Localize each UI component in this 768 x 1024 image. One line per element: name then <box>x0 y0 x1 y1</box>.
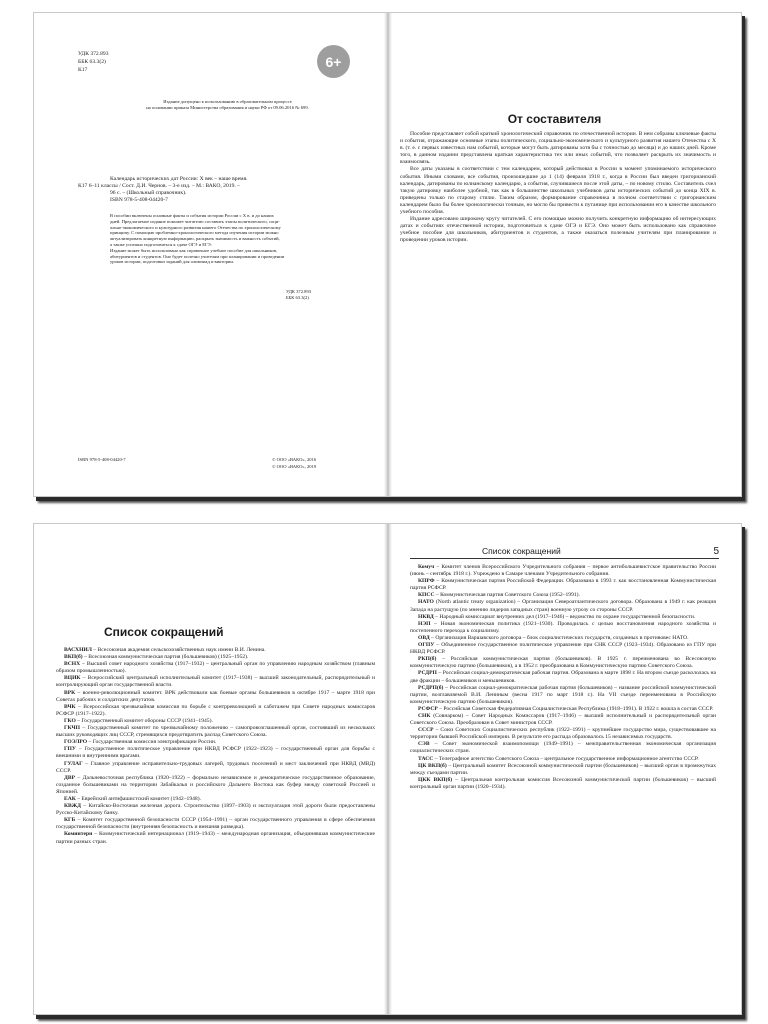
abbreviation-entry <box>410 777 716 791</box>
abbreviation-term: НАТО <box>418 599 434 606</box>
abbreviation-entry <box>56 775 375 796</box>
udk-code: УДК 372.893 <box>78 51 109 57</box>
abbreviation-term: ЕАК <box>64 795 76 802</box>
abbreviation-term: ГКО <box>64 717 76 724</box>
abbreviation-entry <box>410 756 716 763</box>
abbreviation-definition: – Коммунистический интернационал (1919–1943) – международная организация, объединявшая коммунистические партии разных стран. <box>56 831 375 845</box>
author-code: К17 <box>78 67 88 73</box>
abbreviation-definition: – Комитет государственной безопасности СССР (1954–1991) – орган государственного управления в сфере обеспечения государственной безопасности (внутренняя безопасность и внешняя разведка). <box>56 817 375 831</box>
preface-page <box>388 13 741 496</box>
running-header <box>410 546 719 559</box>
annotation-line: а также успешно подготовиться к сдаче ОГЭ и ЕГЭ. <box>110 241 212 247</box>
udk-code-repeat: УДК 372.893 <box>286 289 312 294</box>
abbreviation-entry <box>410 741 716 755</box>
abbreviation-term: ГКЧП <box>64 725 80 732</box>
preface-paragraph: Издание адресовано широкому кругу читателей. С его помощью можно получить конкретную информацию об интересующих датах и событиях отечественной истории, подготовиться к сдаче ОГЭ и ЕГЭ. Оно может быть использовано как справочное учебное пособие для школьников, абитуриентов и студентов, а также оказаться полезным учителям при планировании и проведении уроков истории. <box>400 216 716 244</box>
abbreviation-term: РСФСР <box>418 705 438 712</box>
abbreviation-definition: – Коммунистическая партия Советского Союза (1952–1991). <box>434 592 580 599</box>
abbreviation-definition: – Высший совет народного хозяйства (1917–1932) – центральный орган по управлению народным хозяйством (главным образом промышленностью). <box>56 661 375 675</box>
abbreviation-term: ОВД <box>418 634 430 641</box>
book-spread-abbreviations <box>33 523 742 1015</box>
abbreviation-entry <box>410 614 716 621</box>
abbreviation-definition: – Новая экономическая политика (1921–1930). Проводилась с целью восстановления народного хозяйства и постепенного перехода к социализму. <box>410 620 716 634</box>
abbreviation-entry <box>410 635 716 642</box>
abbreviation-entry <box>56 704 375 718</box>
running-title: Список сокращений <box>482 546 561 556</box>
abbreviation-term: Комуч <box>418 564 435 570</box>
abbreviation-term: ГПУ <box>64 746 77 753</box>
abbreviation-definition: – Объединенное государственное политическое управление при СНК СССР (1923–1934). Образовано из ГПУ при НКВД РСФСР. <box>410 642 716 656</box>
abbreviation-definition: – Центральная контрольная комиссия Всесоюзной коммунистической партии (большевиков) – высший контрольный орган партии (1920–1934). <box>410 776 717 790</box>
abbreviation-entry <box>56 761 375 775</box>
abbreviation-entry <box>410 599 716 613</box>
abbreviation-term: НЭП <box>418 620 431 627</box>
preface-paragraph: Пособие представляет собой краткий хронологический справочник по отечественной истории. В нем собраны ключевые факты и события, отражающие основные этапы политического, социально-экономического и культурного развития нашего Отечества с X в. (т. е. с первых известных нам событий, которые могут быть датированы хотя бы с точностью до месяца) и до наших дней. Кроме того, в данном издании представлена краткая характеристика тех или иных событий, что позволяет раскрыть их значимость и взаимосвязь. <box>400 131 716 166</box>
abbreviation-entry <box>56 718 375 725</box>
abbreviations-page-left <box>34 524 387 1014</box>
abbreviation-entry <box>410 656 716 670</box>
abbreviation-term: СЭВ <box>418 741 430 748</box>
abbreviation-definition: – Государственный комитет по чрезвычайному положению – самопровозглашенный орган, состоявший из нескольких высших руководящих лиц СССР, стремящихся предотвратить распад Советского Союза. <box>56 725 375 739</box>
abbreviation-definition: – Всероссийская чрезвычайная комиссия по борьбе с контрреволюцией и саботажем при Совете народных комиссаров РСФСР (1917–1922). <box>56 703 375 717</box>
abbreviations-list <box>410 564 716 791</box>
abbreviation-definition: – Союз Советских Социалистических республик (1922–1991) – крупнейшее государство мира, существовавшее на территории бывшей Российской империи. В результате его распада образовалось 15 независимых государств. <box>410 727 716 741</box>
abbreviation-term: КГБ <box>64 817 76 824</box>
annotation-line: актуализировать конкретную информацию, раскрыть значимость и важность событий, <box>110 236 280 242</box>
abbreviation-definition: – Народный комиссариат внутренних дел (1917–1946) – ведомство по охране государственной безопасности. <box>433 613 696 620</box>
approval-line: на основании приказа Министерства образования и науки РФ от 09.06.2016 № 699. <box>146 104 309 110</box>
abbreviation-entry <box>56 831 375 845</box>
page-number: 5 <box>713 546 719 557</box>
abbreviation-term: Коминтерн <box>64 831 93 838</box>
abbreviation-term: КПСС <box>418 592 435 599</box>
abbreviation-definition: – Еврейский антифашистский комитет (1942–1948). <box>75 795 201 802</box>
abbreviation-term: РКП(б) <box>418 656 437 663</box>
abbreviation-definition: – Российская социал-демократическая рабочая партия (большевиков) – название российской коммунистической партии, возглавляемой В.И. Лениным (весна 1917 по март 1918 г.). На VII съезде переименована в Российскую коммунистическую партию (большевиков). <box>410 684 716 705</box>
abbreviation-term: ВЦИК <box>64 675 81 682</box>
abbreviation-term: ОГПУ <box>418 642 435 649</box>
annotation <box>110 213 372 265</box>
approval-note <box>78 99 377 111</box>
abbreviation-definition: – Государственное политическое управление при НКВД РСФСР (1922–1923) – государственный орган для борьбы с внешними и внутренними врагами. <box>56 746 375 760</box>
abbreviation-term: ТАСС <box>418 755 434 762</box>
copyright-line: © ООО «ВАКО», 2019 <box>272 464 317 469</box>
abbreviation-definition: – Центральный комитет Всесоюзной коммунистической партии (большевиков) – высший орган в промежутках между съездами партии. <box>410 762 716 776</box>
abbreviation-entry <box>410 578 716 592</box>
abbreviation-term: ВКП(б) <box>64 654 83 661</box>
book-spread-title-pages <box>33 12 742 497</box>
abbreviation-term: СССР <box>418 727 434 734</box>
abbreviation-entry <box>56 746 375 760</box>
abbreviation-definition: – Главное управление исправительно-трудовых лагерей, трудовых поселений и мест заключений при НКВД (МВД) СССР. <box>56 760 375 774</box>
abbreviation-definition: – Всесоюзная академия сельскохозяйственных наук имени В.И. Ленина. <box>91 647 266 653</box>
abbreviation-entry <box>56 796 375 803</box>
abbreviation-term: ВЧК <box>64 703 76 710</box>
abbreviation-entry <box>56 725 375 739</box>
abbreviation-definition: (Совнарком) – Совет Народных Комиссаров (1917–1946) – высший исполнительный и распорядительный орган Советского Союза. Преобразован в Совет министров СССР. <box>410 712 716 727</box>
abbreviation-definition: – Дальневосточная республика (1920–1922) – формально независимое и демократическое государственное образование, созданное большевиками на территории Забайкалья и российского Дальнего Востока как буфер между советской Россией и Японией. <box>56 774 375 795</box>
abbreviation-definition: – Российская социал-демократическая рабочая партия. Образована в марте 1898 г. На втором съезде раскололась на две фракции – большевиков и меньшевиков. <box>410 670 716 684</box>
abbreviation-entry <box>56 675 375 689</box>
approval-line: Издание допущено к использованию в образовательном процессе <box>163 99 292 104</box>
abbreviation-term: РСДРП <box>418 670 437 677</box>
abbreviation-entry <box>56 803 375 817</box>
abbreviation-entry <box>410 621 716 635</box>
annotation-line: Издание может быть использовано как справочное учебное пособие для школьников, <box>110 247 278 253</box>
abbreviation-entry <box>410 685 716 706</box>
catalog-line: 96 с. – (Школьный справочник). <box>110 190 187 197</box>
preface-body <box>400 131 716 245</box>
abbreviation-term: КВЖД <box>64 803 82 810</box>
catalog-line: Календарь исторических дат России: X век – наше время. <box>110 176 248 182</box>
abbreviation-term: ВАСХНИЛ <box>64 647 92 653</box>
preface-title: От составителя <box>507 112 602 126</box>
abbreviation-entry <box>410 670 716 684</box>
abbreviation-definition: – Российская Советская Федеративная Социалистическая Республика (1918–1991). В 1922 г. вошла в состав СССР. <box>437 705 714 712</box>
abbreviation-definition: – Российская коммунистическая партия (большевиков). В 1925 г. переименована во Всесоюзную коммунистическую партию (большевиков), а в 1952 г. преобразована в Коммунистическую партию Советского Союза. <box>410 656 716 670</box>
abbreviation-definition: – Всероссийский центральный исполнительный комитет (1917–1938) – высший законодательный, распорядительный и контролирующий орган государственной власти. <box>56 675 375 689</box>
abbreviation-entry <box>56 690 375 704</box>
abbreviation-definition: – Телеграфное агентство Советского Союза – центральное государственное информационное агентство СССР. <box>433 755 699 762</box>
abbreviation-term: КПРФ <box>418 578 435 585</box>
annotation-line: В пособии включены основные факты и события истории России с X в. и до наших <box>110 213 274 218</box>
copyright-line: © ООО «ВАКО», 2016 <box>272 457 317 462</box>
abbreviation-term: СНК <box>418 712 431 719</box>
abbreviation-definition: (North atlantic treaty organization) – Организация Североатлантического договора. Образована в 1949 г. как реакция Запада на растущую (по мнению лидеров западных стран) военную угрозу со стороны СССР. <box>410 599 716 613</box>
abbreviation-term: ГУЛАГ <box>64 760 83 767</box>
annotation-line: принципу. С помощью проблемно-хронологического метода изучения истории можно <box>110 230 279 236</box>
abbreviation-term: РСДРП(б) <box>418 684 444 691</box>
abbreviation-definition: – Совет экономической взаимопомощи (1949–1991) – межправительственная экономическая организация социалистических стран. <box>410 741 716 755</box>
abbreviation-term: ЦКК ВКП(б) <box>418 776 453 783</box>
abbreviations-page-right <box>388 524 741 1014</box>
abbreviation-term: ЦК ВКП(б) <box>418 762 447 769</box>
abbreviation-definition: – военно-революционный комитет. ВРК действовали как боевые органы большевиков в октябре 1917 – марте 1918 при Советах рабочих и солдатских депутатов. <box>56 689 375 703</box>
abbreviation-entry <box>410 763 716 777</box>
abbreviation-entry <box>410 713 716 727</box>
bbk-code: ББК 63.3(2) <box>78 59 106 65</box>
abbreviation-entry <box>410 642 716 656</box>
catalog-card <box>78 176 378 204</box>
abbreviations-list <box>56 647 375 846</box>
abbreviation-entry <box>410 706 716 713</box>
annotation-line: дней. Предлагаемое издание поможет читателю составить этапы политического, соци- <box>110 218 280 224</box>
age-rating-badge: 6+ <box>317 45 350 78</box>
abbreviation-definition: – Государственный комитет обороны СССР (1941–1945). <box>75 717 213 724</box>
abbreviation-entry <box>56 661 375 675</box>
abbreviations-title: Список сокращений <box>104 625 224 639</box>
annotation-line: уроков истории, подготовки заданий для олимпиад и викторин. <box>110 259 234 265</box>
preface-paragraph: Все даты указаны в соответствии с тем календарем, который действовал в России в момент упоминаемого исторического события. Иными словами, все события, произошедшие до 1 (14) февраля 1918 г., когда в России был введен григорианский календарь, датированы по юлианскому календарю, а события, случившиеся после этой даты, – по новому стилю. Составитель счел такую датировку наиболее удобной, так как в большинстве школьных учебников даты исторических событий до конца XIX в. приведены только по старому стилю. Таким образом, формирование справочника в полном соответствии с григорианским календарем было бы более хронологически точным, но могло бы привести к путанице при использовании его в качестве школьного учебного пособия. <box>400 166 716 216</box>
catalog-line: К17 6–11 классы / Сост. Д.И. Чернов. – 3-е изд. – М.: ВАКО, 2019. – <box>78 183 240 190</box>
isbn-line: ISBN 978-5-408-04420-7 <box>110 197 168 204</box>
bbk-code-repeat: ББК 63.3(2) <box>286 295 309 300</box>
abbreviation-term: ВСНХ <box>64 661 81 668</box>
abbreviation-definition: – Китайско-Восточная железная дорога. Строительство (1897–1903) и эксплуатация этой дороги были предоставлены Русско-Китайскому банку. <box>56 803 375 817</box>
abbreviation-definition: – Комитет членов Всероссийского Учредительного собрания – первое антибольшевистское правительство России (июнь – сентябрь 1918 г.). Учреждено в Самаре членами Учредительного собрания. <box>410 564 716 578</box>
abbreviation-definition: – Коммунистическая партия Российской Федерации. Образована в 1993 г. как восстановленная Коммунистическая партия РСФСР. <box>410 578 716 592</box>
abbreviation-term: ВРК <box>64 689 76 696</box>
annotation-line: абитуриентов и студентов. Оно будет полезно учителям при планировании и проведении <box>110 253 285 259</box>
abbreviation-entry <box>410 727 716 741</box>
abbreviation-entry <box>56 817 375 831</box>
abbreviation-definition: – Всесоюзная коммунистическая партия (большевиков) (1925–1952). <box>82 654 249 661</box>
abbreviation-entry <box>410 564 716 578</box>
imprint-page <box>34 13 387 496</box>
annotation-line: ально-экономического и культурного развития нашего Отечества по хронологическому <box>110 224 281 230</box>
isbn-footer: ISBN 978-5-408-04420-7 <box>78 457 126 462</box>
abbreviation-term: ДВР <box>64 774 75 781</box>
abbreviation-term: ГОЭЛРО <box>64 739 88 746</box>
abbreviation-term: НКВД <box>418 613 434 620</box>
abbreviation-definition: – Государственная комиссия электрификации России. <box>87 739 217 746</box>
abbreviation-definition: – Организация Варшавского договора – блок социалистических государств, созданных в противовес НАТО. <box>429 634 689 641</box>
